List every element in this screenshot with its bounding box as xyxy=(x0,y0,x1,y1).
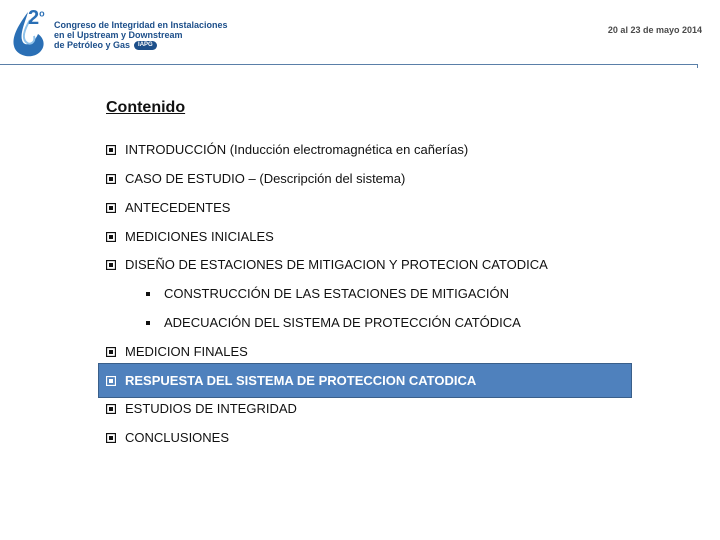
list-item xyxy=(106,142,468,157)
checkbox-bullet-icon xyxy=(106,260,116,270)
list-item xyxy=(106,401,297,416)
logo-line-2: en el Upstream y Downstream xyxy=(54,30,183,40)
slide-title: Contenido xyxy=(106,99,186,116)
list-item xyxy=(106,229,274,244)
list-item-label: INTRODUCCIÓN (Inducción electromagnética en cañerías) xyxy=(125,142,469,157)
sub-list-item xyxy=(146,286,509,301)
logo-line-1: Congreso de Integridad en Instalaciones xyxy=(54,20,228,30)
slide-header xyxy=(0,0,720,66)
list-item-label: CASO DE ESTUDIO – (Descripción del sistema) xyxy=(125,171,406,186)
list-item-label: MEDICIONES INICIALES xyxy=(125,229,274,244)
iapg-badge: IAPG xyxy=(134,41,157,50)
checkbox-bullet-icon xyxy=(106,404,116,414)
checkbox-bullet-icon xyxy=(106,347,116,357)
list-item xyxy=(106,200,230,215)
event-date: 20 al 23 de mayo 2014 xyxy=(607,25,702,35)
list-item xyxy=(106,171,405,186)
list-item xyxy=(106,344,248,359)
square-bullet-icon xyxy=(146,321,150,325)
list-item-label: ESTUDIOS DE INTEGRIDAD xyxy=(125,401,297,416)
checkbox-bullet-icon xyxy=(106,376,116,386)
header-divider-tick xyxy=(697,64,698,68)
checkbox-bullet-icon xyxy=(106,433,116,443)
list-item-label: DISEÑO DE ESTACIONES DE MITIGACION Y PROTECION CATODICA xyxy=(125,257,548,272)
list-item-highlighted xyxy=(106,373,476,388)
sub-list-item-label: ADECUACIÓN DEL SISTEMA DE PROTECCIÓN CATÓDICA xyxy=(164,315,521,330)
sub-list-item-label: CONSTRUCCIÓN DE LAS ESTACIONES DE MITIGACIÓN xyxy=(164,286,510,301)
checkbox-bullet-icon xyxy=(106,232,116,242)
checkbox-bullet-icon xyxy=(106,174,116,184)
list-item xyxy=(106,430,229,445)
checkbox-bullet-icon xyxy=(106,203,116,213)
logo-ordinal: 2$^o$ xyxy=(28,7,45,29)
square-bullet-icon xyxy=(146,292,150,296)
list-item-label: ANTECEDENTES xyxy=(125,200,231,215)
list-item-label: RESPUESTA DEL SISTEMA DE PROTECCION CATODICA xyxy=(125,373,477,388)
list-item-label: CONCLUSIONES xyxy=(125,430,230,445)
sub-list-item xyxy=(146,315,521,330)
congress-logo xyxy=(8,4,228,62)
checkbox-bullet-icon xyxy=(106,145,116,155)
list-item xyxy=(106,257,548,272)
logo-text xyxy=(54,20,228,50)
list-item-label: MEDICION FINALES xyxy=(125,344,248,359)
header-divider xyxy=(0,64,697,65)
logo-line-3: de Petróleo y Gas IAPG xyxy=(54,40,228,50)
